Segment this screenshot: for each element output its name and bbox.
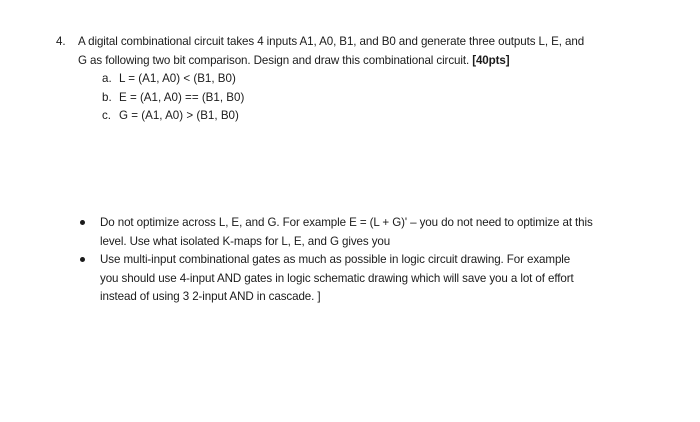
sub-item-a [102,70,236,89]
note-line: you should use 4-input AND gates in logic schematic drawing which will save you a lot of effort [100,271,574,285]
note-line: level. Use what isolated K-maps for L, E, and G gives you [100,234,391,248]
note-line: instead of using 3 2-input AND in cascade. ] [100,290,321,303]
question-4 [56,33,676,70]
question-text-line-1: A digital combinational circuit takes 4 inputs A1, A0, B1, and B0 and generate three outputs L, E, and [78,35,585,48]
question-number: 4. [56,35,66,48]
question-line-2 [56,52,676,71]
bullet-icon [80,220,85,225]
sub-item-c [102,107,239,126]
sub-item-letter: b. [102,90,112,104]
sub-item-letter: a. [102,72,112,85]
bullet-icon [80,257,85,262]
sub-item-text: G = (A1, A0) > (B1, B0) [119,109,239,122]
note-line: Use multi-input combinational gates as much as possible in logic circuit drawing. For example [100,253,571,266]
question-text-line-2: G as following two bit comparison. Design and draw this combinational circuit. [78,53,473,67]
note-item [80,251,640,307]
note-item [80,214,640,251]
question-line-1 [56,33,676,52]
sub-item-letter: c. [102,109,112,122]
notes-list [80,214,640,307]
sub-item-text: E = (A1, A0) == (B1, B0) [119,90,245,104]
question-points: [40pts] [472,53,510,67]
sub-item-b [102,89,244,108]
sub-item-text: L = (A1, A0) < (B1, B0) [119,72,236,85]
note-line: Do not optimize across L, E, and G. For example E = (L + G)' – you do not need to optimize at this [100,216,593,229]
